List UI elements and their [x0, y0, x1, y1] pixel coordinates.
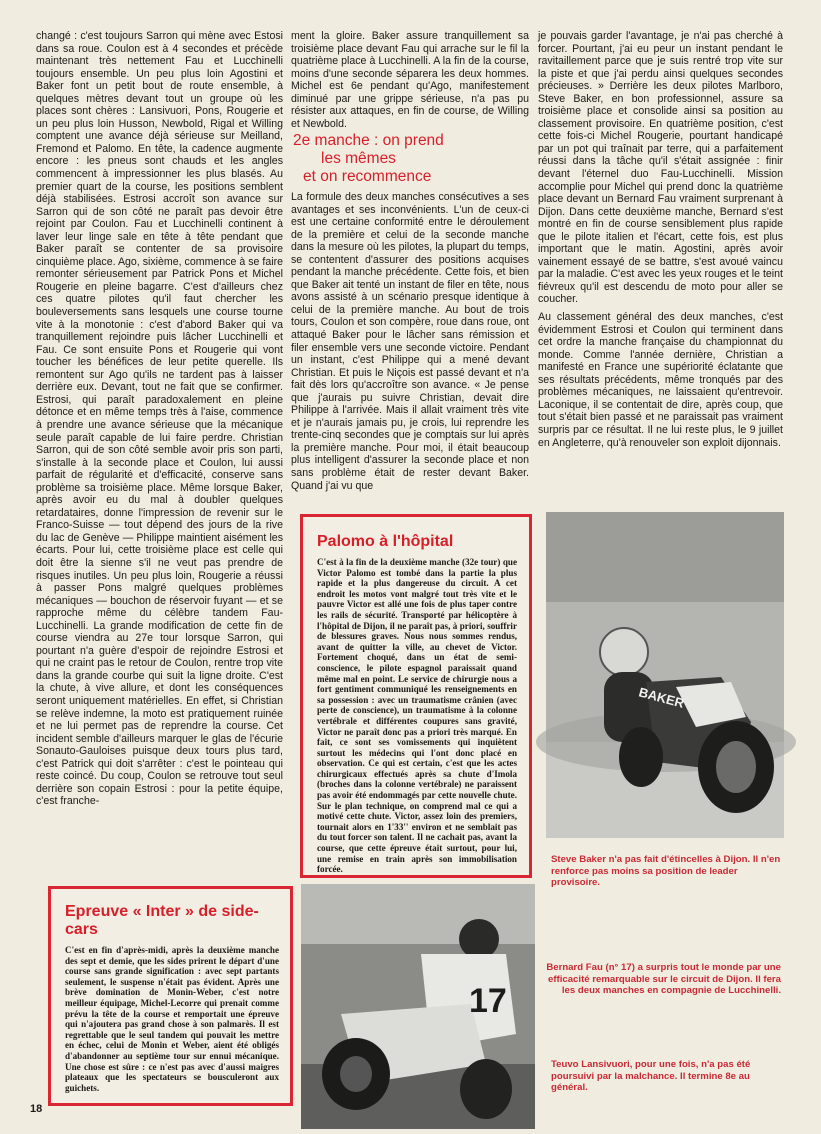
- heading-line: 2e manche : on prend: [293, 132, 444, 149]
- box-title: Palomo à l'hôpital: [317, 533, 454, 550]
- article-paragraph: je pouvais garder l'avantage, je n'ai pas cherché à forcer. Pourtant, j'ai eu peur un instant pendant le ravitaillement parce que je suis rentré trop vite sur la piste et que j'ai perdu ainsi quelques secondes précieuses. » Derrière les deux pilotes Marlboro, Steve Baker, en bon professionnel, assure sa troisième place et consolide ainsi sa position au classement provisoire. En quatrième position, c'est cette fois-ci Michel Rougerie, pourtant handicapé par un pot qui traînait par terre, qui a parfaitement réussi dans la tâche qu'il s'était assignée : finir devant l'éternel duo Fau-Lucchinelli. Mission accomplie pour Michel qui prend donc la quatrième place devant un Bernard Fau vraiment surprenant à Dijon. Dans cette deuxième manche, Bernard s'est montré en fin de course sensiblement plus rapide que le pilote italien et l'écart, cette fois, est plus important que le matin. Agostini, après avoir vainement essayé de se battre, s'est avoué vaincu par la maladie. C'est avec les yeux rouges et le teint fiévreux qu'il est descendu de moto pour aller se coucher.: [538, 30, 783, 306]
- box-text: C'est en fin d'après-midi, après la deuxième manche des sept et demie, que les sides prirent le départ d'une course sans grande signification : avec sept partants seulement, le suspense n'était pas évident. Après une brève domination de Monin-Weber, c'est notre meilleur équipage, Michel-Lecorre qui prenait comme prévu la tête de la course et remportait une épreuve qui n'ajoutera pas grand chose à son palmarès. Il est regrettable que le seul tandem qui pouvait les mettre en échec, celui de Monin et Weber, aient été obligés d'abandonner au septième tour sur ennui mécanique. Une chose est sûre : ce n'est pas avec d'aussi maigres plateaux que les spectateurs se bousculeront aux guichets.: [65, 945, 279, 1093]
- photo-steve-baker: [546, 512, 784, 838]
- article-paragraph: La formule des deux manches consécutives a ses avantages et ses inconvénients. L'un de ceux-ci est une certaine conformité entre le déroulement de la première et celui de la seconde manche dans la mesure où les pilotes, la plupart du temps, se contentent d'assurer des positions acquises pendant la manche précédente. Cette fois, et bien que Baker ait tenté un instant de filer en tête, nous avons assisté à un scénario presque identique à celui de la première manche. Au bout de trois tours, Coulon et son compère, roue dans roue, ont attaqué Baker pour le lâcher sans rémission et filer ensemble vers une seconde victoire. Pendant un instant, c'est Philippe qui a mené devant Christian. Et puis le Niçois est passé devant et n'a fait dès lors qu'accroître son avance. « Je pense que j'aurais pu suivre Christian, devait dire Philippe à l'arrivée. Mais il allait vraiment très vite et je n'aurais jamais pu, je crois, lui reprendre les trente-cinq secondes que je comptais sur lui après la première manche. Pour moi, il était beaucoup plus intelligent d'assurer la seconde place et non sans problème était de rester devant Baker. Quand j'ai vu que: [291, 191, 529, 492]
- article-column-1: [36, 30, 283, 918]
- article-column-2-bottom: [291, 191, 529, 501]
- photo-caption-lansivuori: Teuvo Lansivuori, pour une fois, n'a pas été poursuivi par la malchance. Il termine 8e au général.: [551, 1059, 751, 1094]
- page-number: 18: [30, 1103, 43, 1115]
- fairing-text: BAKER: [637, 684, 686, 711]
- box-text: C'est à la fin de la deuxième manche (32e tour) que Victor Palomo est tombé dans la partie la plus rapide et la plus dangereuse du circuit. A cet endroit les motos vont malgré tout très vite et le pauvre Victor est allé une fois de plus taper contre les rails de sécurité. Transporté par hélicoptère à l'hôpital de Dijon, il ne paraît pas, à priori, souffrir de blessures graves. Nous nous sommes rendus, avant de quitter la ville, au chevet de Victor. Fortement choqué, dans un état de semi-conscience, le pilote espagnol paraissait quand même mal en point. Le service de chirurgie nous a fort gentiment communiqué les renseignements en sa possession : avec un traumatisme crânien (avec perte de conscience), un traumatisme à la colonne vertébrale et différentes coupures sans gravité, Victor ne paraît donc pas a priori très marqué. En fait, ce sont ses vomissements qui inquiètent surtout les médecins qui l'ont donc placé en observation. Ce qui est certain, c'est que les actes chirurgicaux effectués après sa chute d'Imola (broches dans la colonne vertébrale) ne paraissent pas avoir été endommagés par cette nouvelle chute. Sur le plan technique, on comprend mal ce qui a motivé cette chute. Victor, assez loin des premiers, tournait alors en 1'33'' environ et ne semblait pas du tout forcer son talent. Il ne cachait pas, avant la course, que cette épreuve était surtout, pour lui, une remise en train après son immobilisation forcée.: [317, 557, 517, 875]
- section-heading-second-heat: [293, 132, 513, 186]
- photo-illustration: [546, 512, 784, 838]
- article-paragraph: ment la gloire. Baker assure tranquillement sa troisième place devant Fau qui arrache sur le fil la quatrième place à Lucchinelli. A la fin de la course, moins d'une seconde séparera les deux hommes. Michel est 6e pendant qu'Ago, manifestement diminué par une grippe sérieuse, n'a pas pu résister aux attaques, en fin de course, de Willing et Newbold.: [291, 30, 529, 130]
- photo-caption-fau: Bernard Fau (n° 17) a surpris tout le monde par une efficacité remarquable sur le circuit de Dijon. Il fera les deux manches en compagnie de Lucchinelli.: [546, 962, 781, 997]
- sidebar-box-sidecar: [48, 886, 293, 1106]
- sidebar-box-palomo: [300, 514, 532, 878]
- heading-line: les mêmes: [321, 150, 396, 167]
- article-paragraph: Au classement général des deux manches, c'est évidemment Estrosi et Coulon qui terminent dans cet ordre la manche française du championnat du monde. Comme l'année dernière, Christian a manifesté en France une supériorité éclatante que ses résultats précédents, même tronqués par des problèmes mécaniques, ne laissaient qu'entrevoir. Laconique, il se contentait de dire, après coup, que tout s'était bien passé et ne paraissait pas vraiment surpris par ce résultat. Il ne lui reste plus, le 9 juillet en Angleterre, qu'à renouveler son exploit dijonnais.: [538, 311, 783, 449]
- article-paragraph: changé : c'est toujours Sarron qui mène avec Estosi dans sa roue. Coulon est à 4 secondes et précède maintenant très nettement Fau et Lucchinelli toujours ensemble. Un peu plus loin Agostini et Baker font un petit bout de route ensemble, à quelques mètres devant tout un groupe où les places sont chères : Lansivuori, Pons, Rougerie et un peu plus loin Husson, Newbold, Rigal et Willing comptent une avance déjà sérieuse sur Meilland, Fremond et Palomo. En tête, la cadence augmente encore : les pneus sont chauds et les angles commencent à impressionner les plus blasés. Au premier quart de la course, les positions semblent déjà stabilisées. Estrosi accroît son avance sur Sarron qui de son côté ne paraît pas devoir être rejoint par Coulon. Fau et Lucchinelli continent à laver leur linge sale en tête à tête pendant que Baker paraît se contenter de sa provisoire cinquième place. Ago, sixième, commence à se faire remonter sérieusement par Patrick Pons et Michel Rougerie en pleine bagarre. C'est d'ailleurs chez ces quatre pilotes qu'il faut chercher les bouleversements sans lesquels une course tourne vite à la monotonie : c'est d'abord Baker qui va tranquillement rejoindre puis lâcher Lucchinelli et Fau. Ce sont ensuite Pons et Rougerie qui vont toucher les bénéfices de leur petite querelle. Ils remontent sur Ago qu'ils ne tardent pas à laisser derrière eux. Devant, tout ne fait que se confirmer. Estrosi, qui paraît paradoxalement en pleine détonce et en même temps très à l'aise, commence à prendre une avance sérieuse que la mécanique seule paraît capable de lui faire perdre. Christian Sarron, qui de son côté semble avoir pris son parti, s'installe à la seconde place et Coulon, lui aussi parfait de régularité et d'efficacité, conserve sans problème sa troisième place. Même lorsque Baker, après avoir eu du mal à doubler quelques retardataires, donne l'impression de revenir sur le Franco-Suisse — tout dépend des jours de la rive du lac de Genève — Philippe maintient aisément les écarts. Pour lui, cette troisième place est celle qui doit être la sienne s'il ne veut pas prendre de risques inutiles. Un peu plus loin, Rougerie a réussi à passer Pons malgré quelques problèmes mécaniques — bouchon de réservoir fuyant — et se rapproche même du célèbre tandem Fau-Lucchinelli. La grande modification de cette fin de course viendra au 27e tour lorsque Sarron, qui pourtant n'a guère d'espoir de rejoindre Estrosi et qui ne craint pas le retour de Coulon, rentre trop vite dans la grande courbe qui suit la ligne droite. C'est la chute, à vive allure, et dont les conséquences seront uniquement matérielles. En effet, si Christian se relève indemne, la moto est pratiquement ruinée et ne lui permet pas de reprendre la course. Cet incident semble d'ailleurs marquer le glas de l'écurie Sonauto-Gauloises puisque deux tours plus tard, c'est Patrick qui doit s'arrêter : c'est le pointeau qui reste coincé. Du coup, Coulon se retrouve tout seul derrière son copain Estrosi : pour la petite équipe, c'est franche-: [36, 30, 283, 808]
- heading-line: et on recommence: [303, 168, 432, 185]
- photo-bernard-fau: [301, 884, 535, 1129]
- article-column-2-top: [291, 30, 529, 130]
- box-title: Epreuve « Inter » de side-cars: [65, 903, 259, 938]
- photo-caption-baker: Steve Baker n'a pas fait d'étincelles à Dijon. Il n'en renforce pas moins sa position de leader provisoire.: [551, 854, 781, 889]
- photo-illustration: [301, 884, 535, 1129]
- article-column-3: [538, 30, 783, 500]
- race-number: 17: [469, 982, 507, 1020]
